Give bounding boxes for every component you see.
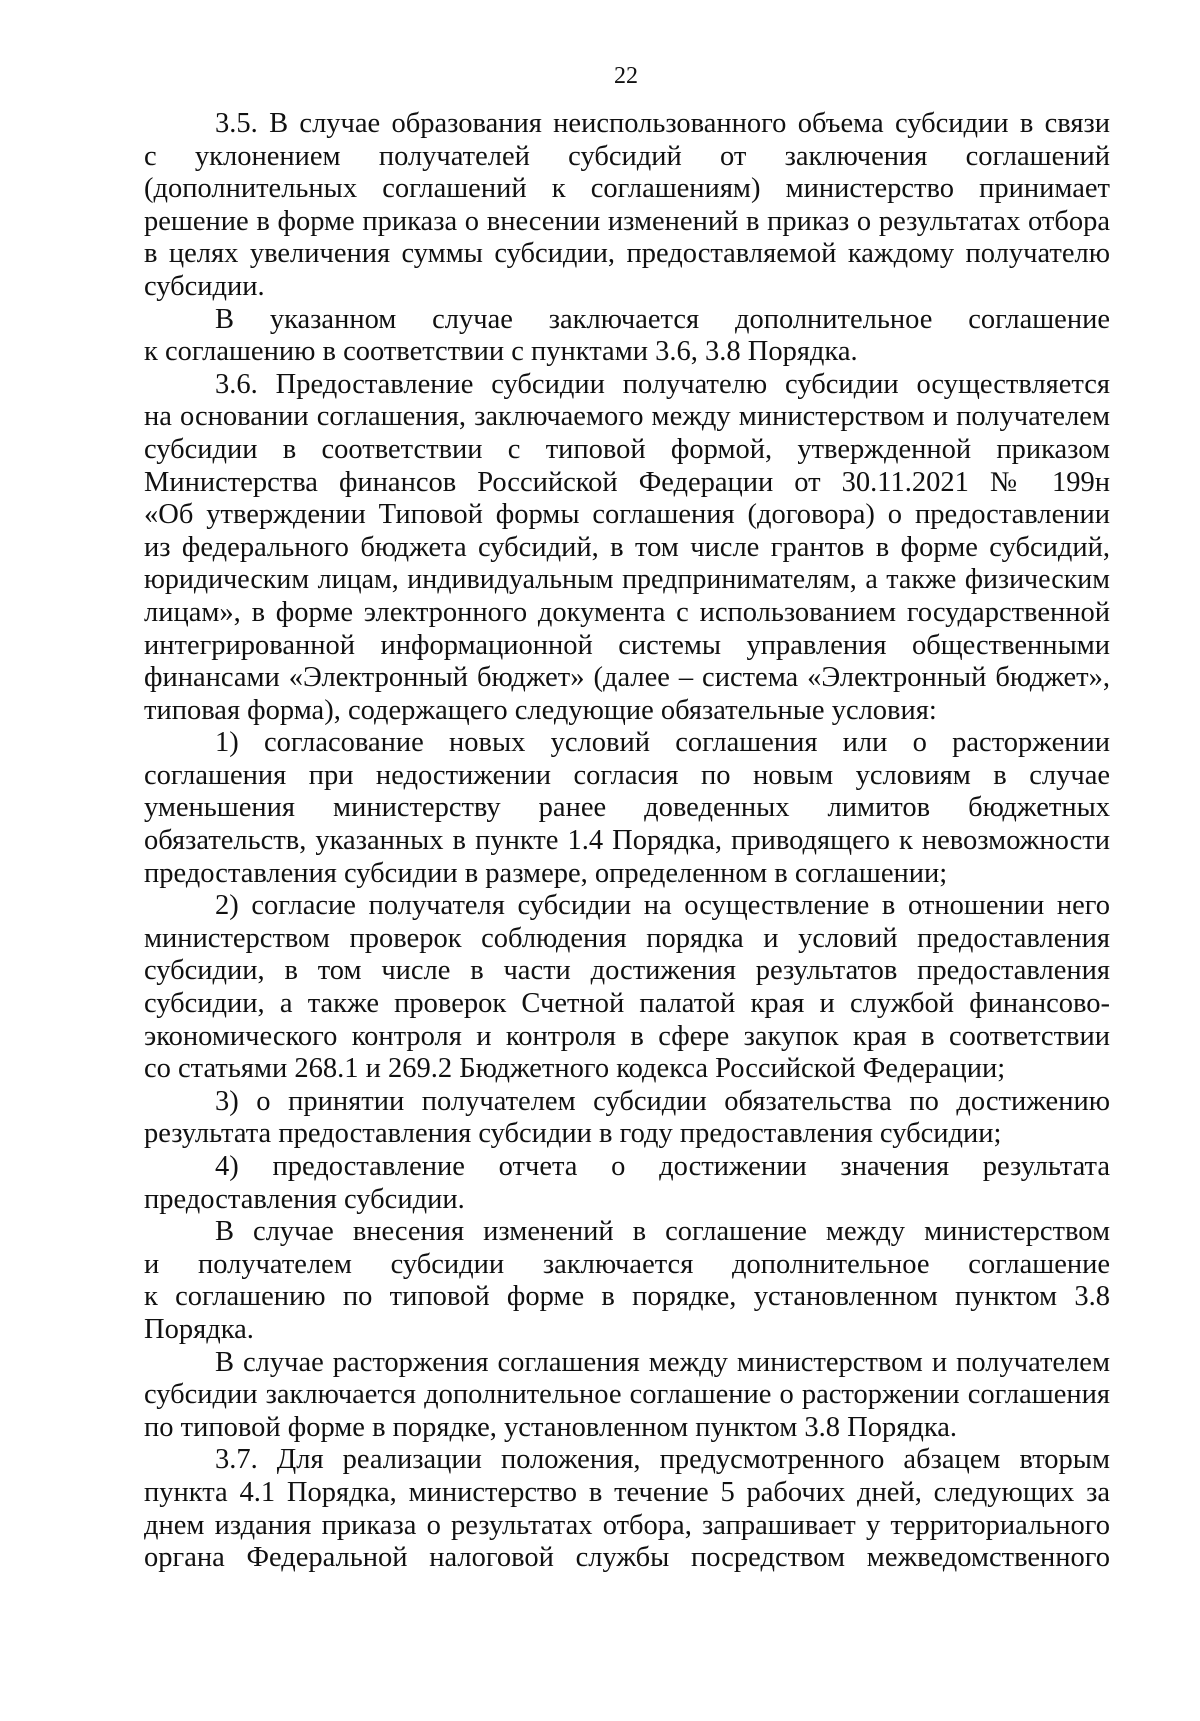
text-line: органа Федеральной налоговой службы посредством межведомственного xyxy=(144,1542,1110,1574)
text-line: «Об утверждении Типовой формы соглашения (договора) о предоставлении xyxy=(144,499,1110,531)
text-line: 3) о принятии получателем субсидии обязательства по достижению xyxy=(215,1085,1110,1117)
text-line: экономического контроля и контроля в сфере закупок края в соответствии xyxy=(144,1020,1110,1052)
text-line: субсидии заключается дополнительное соглашение о расторжении соглашения xyxy=(144,1379,1110,1411)
text-line: со статьями 268.1 и 269.2 Бюджетного кодекса Российской Федерации; xyxy=(144,1053,1006,1085)
text-line: днем издания приказа о результатах отбора, запрашивает у территориального xyxy=(144,1509,1110,1541)
text-line: лицам», в форме электронного документа с использованием государственной xyxy=(144,596,1110,628)
text-line: обязательств, указанных в пункте 1.4 Порядка, приводящего к невозможности xyxy=(144,825,1110,857)
text-line: пункта 4.1 Порядка, министерство в течение 5 рабочих дней, следующих за xyxy=(144,1476,1110,1508)
text-line: 3.6. Предоставление субсидии получателю субсидии осуществляется xyxy=(215,368,1110,400)
text-line: 2) согласие получателя субсидии на осуществление в отношении него xyxy=(215,890,1110,922)
text-line: интегрированной информационной системы управления общественными xyxy=(144,629,1110,661)
text-line: 3.7. Для реализации положения, предусмотренного абзацем вторым xyxy=(215,1444,1110,1476)
text-line: министерством проверок соблюдения порядка и условий предоставления xyxy=(144,922,1110,954)
text-line: субсидии, в том числе в части достижения результатов предоставления xyxy=(144,955,1110,987)
text-line: (дополнительных соглашений к соглашениям) министерство принимает xyxy=(144,173,1110,205)
text-line: 3.5. В случае образования неиспользованного объема субсидии в связи xyxy=(215,108,1110,139)
text-line: на основании соглашения, заключаемого между министерством и получателем xyxy=(144,401,1110,433)
text-line: в целях увеличения суммы субсидии, предоставляемой каждому получателю xyxy=(144,238,1110,270)
text-line: результата предоставления субсидии в году предоставления субсидии; xyxy=(144,1118,1002,1150)
text-line: по типовой форме в порядке, установленном пунктом 3.8 Порядка. xyxy=(144,1411,958,1443)
text-line: В случае внесения изменений в соглашение между министерством xyxy=(215,1216,1110,1248)
text-line: предоставления субсидии. xyxy=(144,1183,465,1215)
text-line: к соглашению в соответствии с пунктами 3.6, 3.8 Порядка. xyxy=(144,336,858,368)
text-line: соглашения при недостижении согласия по новым условиям в случае xyxy=(144,759,1110,791)
text-line: типовая форма), содержащего следующие обязательные условия: xyxy=(144,694,937,726)
text-line: 1) согласование новых условий соглашения или о расторжении xyxy=(215,727,1110,759)
text-line: субсидии, а также проверок Счетной палатой края и службой финансово- xyxy=(144,988,1110,1020)
text-line: субсидии в соответствии с типовой формой, утвержденной приказом xyxy=(144,433,1110,465)
text-line: к соглашению по типовой форме в порядке, установленном пунктом 3.8 xyxy=(144,1281,1110,1313)
text-line: В указанном случае заключается дополнительное соглашение xyxy=(215,303,1110,335)
text-line: 4) предоставление отчета о достижении значения результата xyxy=(215,1151,1110,1182)
page-number: 22 xyxy=(614,63,638,89)
text-line: Порядка. xyxy=(144,1313,254,1345)
text-line: предоставления субсидии в размере, определенном в соглашении; xyxy=(144,857,948,889)
text-line: решение в форме приказа о внесении изменений в приказ о результатах отбора xyxy=(144,205,1110,237)
text-line: В случае расторжения соглашения между министерством и получателем xyxy=(215,1346,1110,1378)
text-line: и получателем субсидии заключается дополнительное соглашение xyxy=(144,1248,1110,1280)
text-line: с уклонением получателей субсидий от заключения соглашений xyxy=(144,140,1110,172)
text-line: из федерального бюджета субсидий, в том числе грантов в форме субсидий, xyxy=(144,531,1110,563)
text-line: Министерства финансов Российской Федерации от 30.11.2021 № 199н xyxy=(144,466,1110,498)
text-line: уменьшения министерству ранее доведенных лимитов бюджетных xyxy=(144,792,1110,824)
document-body xyxy=(144,108,1110,1575)
text-line: юридическим лицам, индивидуальным предпринимателям, а также физическим xyxy=(144,564,1110,596)
text-line: субсидии. xyxy=(144,270,265,302)
text-line: финансами «Электронный бюджет» (далее – система «Электронный бюджет», xyxy=(144,662,1110,694)
